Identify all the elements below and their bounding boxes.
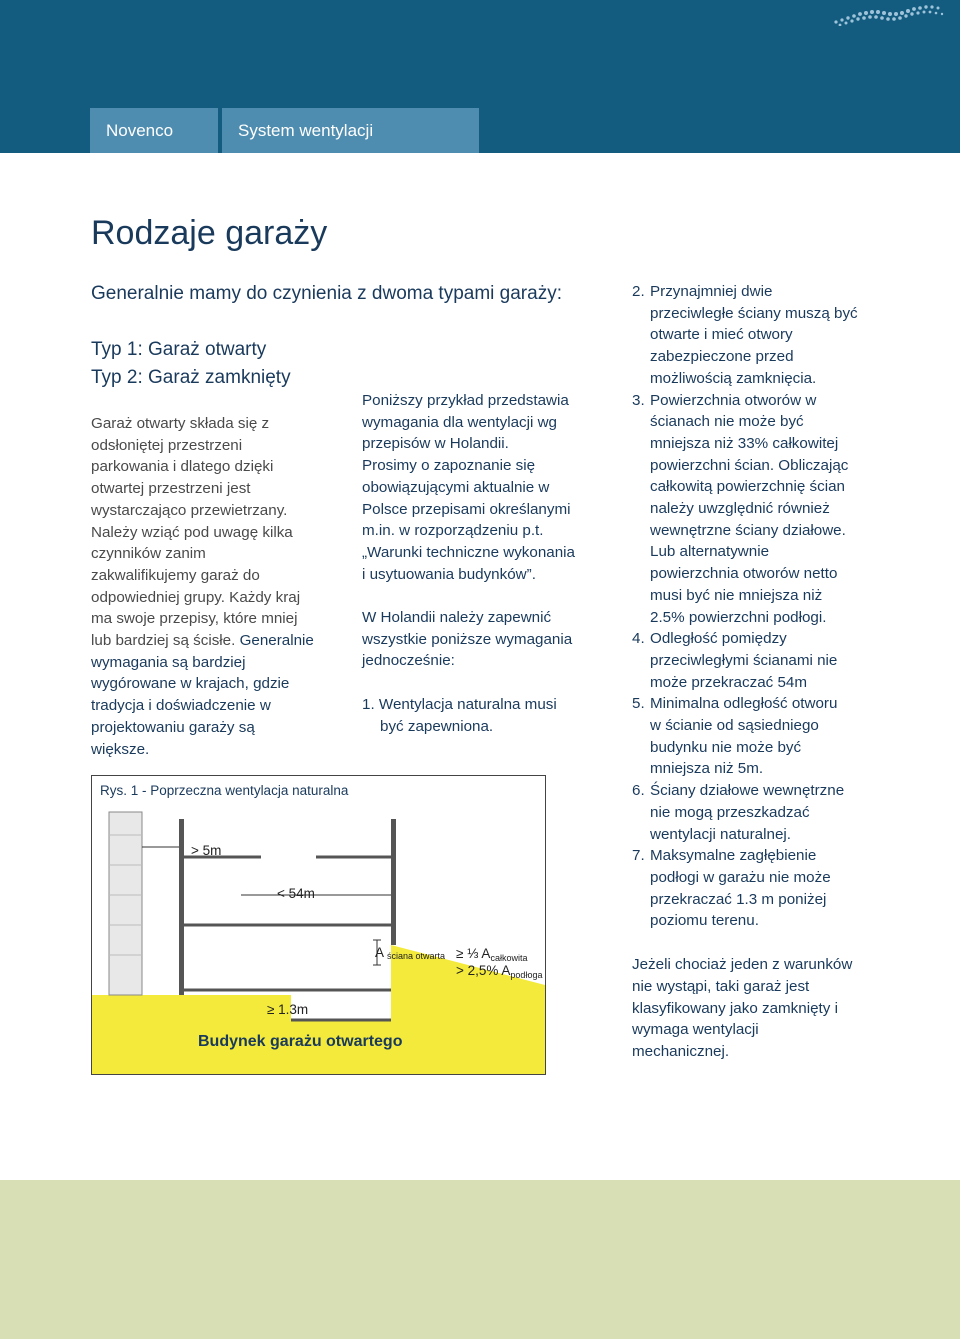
text-line: nie wystąpi, taki garaż jest <box>632 977 810 995</box>
text-line: wymagania są bardziej <box>91 653 246 671</box>
text-line: projektowaniu garaży są <box>91 718 255 736</box>
text-line <box>91 630 336 652</box>
list-item <box>362 694 612 716</box>
text-line: czynników zanim <box>91 545 206 563</box>
list-number: 7. <box>632 847 645 865</box>
text-line: odsłoniętej przestrzeni <box>91 436 243 454</box>
label-pct-sub: podłoga <box>510 970 543 980</box>
list-number: 4. <box>632 630 645 648</box>
text-line: budynku nie może być <box>650 738 802 756</box>
text-line: przeciwległymi ścianami nie <box>650 651 838 669</box>
garage-right-wall <box>391 819 396 945</box>
text-line: wewnętrzne ściany działowe. <box>650 521 846 539</box>
label-pct-main: > 2,5% A <box>456 963 511 978</box>
tab-system-wentylacji[interactable]: System wentylacji parkingowej <box>222 108 479 153</box>
text-line: przepisów w Holandii. <box>362 435 509 453</box>
requirements-list <box>632 281 882 932</box>
text-line: możliwością zamknięcia. <box>650 369 817 387</box>
text-line: Prosimy o zapoznanie się <box>362 457 536 475</box>
text-line: może przekraczać 54m <box>650 673 807 691</box>
label-depth: ≥ 1.3m <box>267 1002 309 1017</box>
page-subtitle: Generalnie mamy do czynienia z dwoma typami garaży: <box>91 283 562 304</box>
label-third-main: ≥ ⅓ A <box>456 946 491 961</box>
text-line: być zapewniona. <box>380 717 494 735</box>
novenco-logo-icon <box>826 2 946 26</box>
list-item <box>632 281 882 390</box>
text-line: jednocześnie: <box>362 652 455 670</box>
text-line: Maksymalne zagłębienie <box>650 847 817 865</box>
text-line: podłogi w garażu nie może <box>650 868 831 886</box>
text-line: Należy wziąć pod uwagę kilka <box>91 523 293 541</box>
label-a-main: A <box>375 945 385 960</box>
type-2-heading: Typ 2: Garaż zamknięty <box>91 367 291 388</box>
text-line: powierzchnia otworów netto <box>650 565 838 583</box>
closing-paragraph <box>632 954 882 1063</box>
page-header <box>0 0 960 185</box>
neighbor-building <box>109 812 142 995</box>
type-1-heading: Typ 1: Garaż otwarty <box>91 339 267 360</box>
text-line: ścianach nie może być <box>650 413 804 431</box>
text-line: Polsce przepisami określanymi <box>362 500 571 518</box>
text-line: mniejsza niż 33% całkowitej <box>650 434 839 452</box>
text-line: parkowania i dlatego dzięki <box>91 458 274 476</box>
list-number: 1. <box>362 695 375 713</box>
text-segment: Wentylacja naturalna musi <box>378 695 557 713</box>
text-line: klasyfikowany jako zamknięty i <box>632 999 838 1017</box>
list-item <box>632 845 882 932</box>
page-footer <box>0 1180 960 1339</box>
text-line: w ścianie od sąsiedniego <box>650 717 819 735</box>
list-item <box>632 693 882 780</box>
text-line: powierzchni ścian. Obliczając <box>650 456 849 474</box>
text-line: przeciwległe ściany muszą być <box>650 304 858 322</box>
text-line: wymagania dla wentylacji wg <box>362 413 557 431</box>
label-third <box>456 946 527 963</box>
list-item <box>632 780 882 845</box>
list-number: 6. <box>632 782 645 800</box>
text-line: Garaż otwarty składa się z <box>91 415 270 432</box>
text-line: otwartej przestrzeni jest <box>91 480 251 498</box>
text-line: i usytuowania budynków”. <box>362 565 536 583</box>
text-line: Minimalna odległość otworu <box>650 695 838 713</box>
list-number: 2. <box>632 283 645 300</box>
text-line: W Holandii należy zapewnić <box>362 609 552 627</box>
text-line: należy uwzględnić również <box>650 500 830 518</box>
text-line: wystarczająco przewietrzany. <box>91 501 288 519</box>
text-line: otwarte i mieć otwory <box>650 326 793 344</box>
text-line: Powierzchnia otworów w <box>650 391 817 409</box>
text-line: wentylacji naturalnej. <box>650 825 791 843</box>
text-line: nie mogą przeszkadzać <box>650 803 810 821</box>
text-line: m.in. w rozporządzeniu p.t. <box>362 522 544 540</box>
list-item <box>632 628 882 693</box>
label-54m: < 54m <box>277 886 315 901</box>
text-line: większe. <box>91 740 150 758</box>
text-line: Przynajmniej dwie <box>650 283 773 300</box>
label-5m: > 5m <box>191 843 222 858</box>
text-line: musi być nie mniejsza niż <box>650 586 823 604</box>
label-pct <box>456 963 542 980</box>
text-line: ma swoje przepisy, które mniej <box>91 610 298 628</box>
middle-column <box>362 390 612 737</box>
list-number: 5. <box>632 695 645 713</box>
requirements-column <box>632 281 882 1063</box>
text-line: Poniższy przykład przedstawia <box>362 392 569 409</box>
text-segment: lub bardziej są ścisłe. <box>91 632 236 650</box>
text-line: mechanicznej. <box>632 1042 730 1060</box>
text-line: Jeżeli chociaż jeden z warunków <box>632 956 853 974</box>
text-line: Odległość pomiędzy <box>650 630 787 648</box>
text-line: całkowitą powierzchnię ścian <box>650 478 845 496</box>
text-line: 2.5% powierzchni podłogi. <box>650 608 827 626</box>
text-line: wymaga wentylacji <box>632 1021 759 1039</box>
list-number: 3. <box>632 391 645 409</box>
label-building: Budynek garażu otwartego <box>198 1033 403 1050</box>
text-line: „Warunki techniczne wykonania <box>362 543 576 561</box>
text-line: Ściany działowe wewnętrzne <box>650 782 845 800</box>
text-line: przekraczać 1.3 m poniżej <box>650 890 827 908</box>
text-line: poziomu terenu. <box>650 912 759 930</box>
text-line: wszystkie poniższe wymagania <box>362 630 573 648</box>
list-item <box>632 390 882 629</box>
text-line: zakwalifikujemy garaż do <box>91 566 260 584</box>
garage-diagram <box>91 775 546 1075</box>
text-line: wygórowane w krajach, gdzie <box>91 675 290 693</box>
text-line: odpowiedniej grupy. Każdy kraj <box>91 588 301 606</box>
text-line: Lub alternatywnie <box>650 543 770 561</box>
intro-column <box>91 413 336 760</box>
label-a-sub: ściana otwarta <box>387 951 446 961</box>
tab-novenco[interactable]: Novenco <box>90 108 218 153</box>
text-line: tradycja i doświadczenie w <box>91 697 271 715</box>
text-segment: Generalnie <box>235 632 314 650</box>
figure-caption: Rys. 1 - Poprzeczna wentylacja naturalna <box>100 783 349 798</box>
label-a <box>375 945 445 961</box>
text-line: mniejsza niż 5m. <box>650 760 764 778</box>
garage-left-wall <box>179 819 184 995</box>
page-title: Rodzaje garaży <box>91 214 328 252</box>
text-line: obowiązującymi aktualnie w <box>362 478 550 496</box>
text-line: zabezpieczone przed <box>650 348 794 366</box>
label-third-sub: całkowita <box>490 953 528 963</box>
